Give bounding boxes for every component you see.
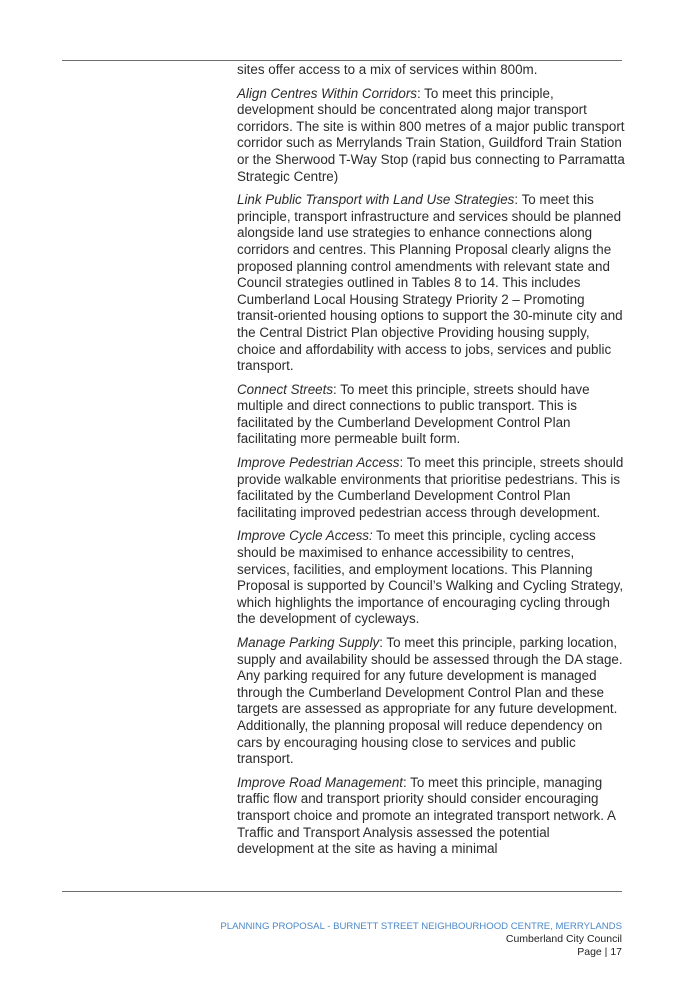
paragraph-parking-supply [237, 635, 625, 768]
footer-organisation: Cumberland City Council [505, 933, 622, 945]
paragraph-7-text: : To meet this principle, parking location, supply and availability should be assessed through the DA stage. Any parking required for any future development is managed through the Cumberland Development Control Plan and these targets are assessed as appropriate for any future development. Additionally, the planning proposal will reduce dependency on cars by encouraging housing close to services and public transport. [237, 635, 623, 767]
paragraph-6-term: Improve Cycle Access: [237, 528, 373, 544]
paragraph-3-text: : To meet this principle, transport infrastructure and services should be planned alongside land use strategies to enhance connections along corridors and centres. This Planning Proposal clearly aligns the proposed planning control amendments with relevant state and Council strategies outlined in Tables 8 to 14. This includes Cumberland Local Housing Strategy Priority 2 – Promoting transit-oriented housing options to support the 30-minute city and the Central District Plan objective Providing housing supply, choice and affordability with access to jobs, services and public transport. [237, 192, 623, 374]
paragraph-2-text: : To meet this principle, development should be concentrated along major transport corridors. The site is within 800 metres of a major public transport corridor such as Merrylands Train Station, Guildford Train Station or the Sherwood T-Way Stop (rapid bus connecting to Parramatta Strategic Centre) [237, 85, 625, 184]
paragraph-6-text: To meet this principle, cycling access should be maximised to enhance accessibility to centres, services, facilities, and employment locations. This Planning Proposal is supported by Council’s Walking and Cycling Strategy, which highlights the importance of encouraging cycling through the development of cycleways. [237, 528, 624, 627]
paragraph-4-term: Connect Streets [237, 381, 334, 397]
page-footer [220, 920, 622, 959]
footer-page-number: Page | 17 [577, 946, 622, 958]
paragraph-pedestrian-access [237, 455, 625, 521]
paragraph-7-term: Manage Parking Supply [237, 635, 380, 650]
paragraph-1-text: sites offer access to a mix of services within 800m. [237, 62, 538, 77]
paragraph-5-term: Improve Pedestrian Access [237, 455, 400, 471]
paragraph-link-public-transport [237, 192, 625, 375]
table-top-rule [62, 60, 622, 61]
table-cell-content [237, 62, 625, 865]
paragraph-4-text: : To meet this principle, streets should have multiple and direct connections to public transport. This is facilitated by the Cumberland Development Control Plan facilitating more permeable built form. [237, 381, 590, 447]
paragraph-connect-streets [237, 382, 625, 448]
paragraph-5-text: : To meet this principle, streets should provide walkable environments that prioritise pedestrians. This is facilitated by the Cumberland Development Control Plan facilitating improved pedestrian access through development. [237, 455, 624, 520]
paragraph-8-text: : To meet this principle, managing traffic flow and transport priority should consider encouraging transport choice and promote an integrated transport network. A Traffic and Transport Analysis assessed the potential development at the site as having a minimal [237, 774, 616, 857]
paragraph-2-term: Align Centres Within Corridors [237, 85, 417, 101]
table-bottom-rule [62, 891, 622, 892]
paragraph-1 [237, 62, 625, 79]
paragraph-road-management [237, 775, 625, 858]
paragraph-cycle-access [237, 528, 625, 628]
paragraph-8-term: Improve Road Management [237, 774, 403, 790]
paragraph-3-term: Link Public Transport with Land Use Strategies [237, 192, 515, 208]
paragraph-align-centres [237, 86, 625, 186]
footer-document-title: PLANNING PROPOSAL - BURNETT STREET NEIGHBOURHOOD CENTRE, MERRYLANDS [220, 921, 622, 932]
